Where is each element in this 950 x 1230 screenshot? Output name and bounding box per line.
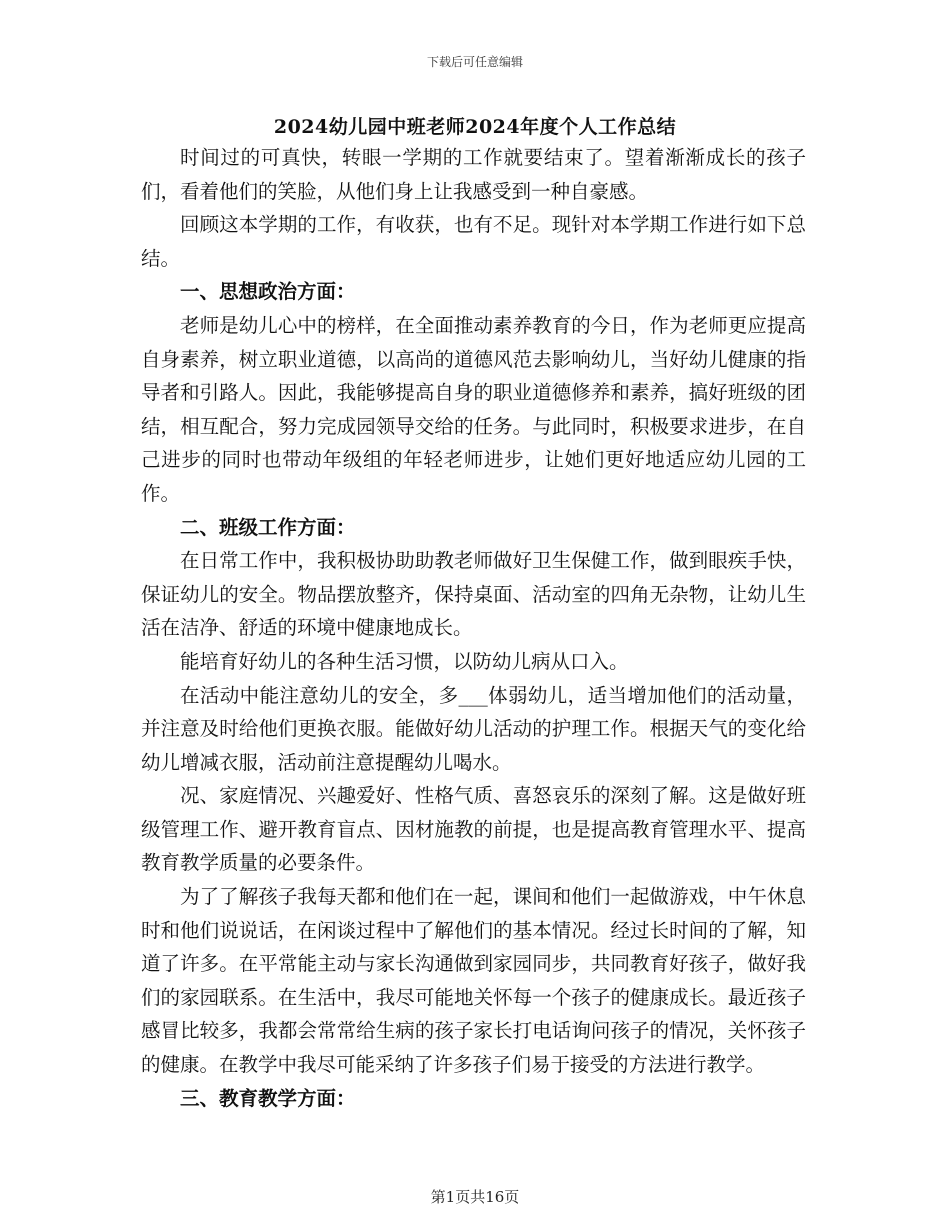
paragraph-section-1: 老师是幼儿心中的榜样，在全面推动素养教育的今日，作为老师更应提高自身素养，树立职业道德，以高尚的道德风范去影响幼儿，当好幼儿健康的指导者和引路人。因此，我能够提高自身的职业道德修养和素养，搞好班级的团结，相互配合，努力完成园领导交给的任务。与此同时，积极要求进步，在自己进步的同时也带动年级组的年轻老师进步，让她们更好地适应幼儿园的工作。 bbox=[141, 313, 806, 505]
paragraph-intro: 时间过的可真快，转眼一学期的工作就要结束了。望着渐渐成长的孩子们，看着他们的笑脸，从他们身上让我感受到一种自豪感。 bbox=[141, 146, 806, 203]
paragraph-habits: 能培育好幼儿的各种生活习惯，以防幼儿病从口入。 bbox=[180, 649, 629, 673]
section-heading-3: 三、教育教学方面： bbox=[180, 1086, 356, 1110]
page-title: 2024幼儿园中班老师2024年度个人工作总结 bbox=[273, 116, 677, 138]
page-footer: 第1页共16页 bbox=[430, 1188, 520, 1206]
header-note: 下载后可任意编辑 bbox=[426, 55, 523, 69]
paragraph-daily-work: 在日常工作中，我积极协助助教老师做好卫生保健工作，做到眼疾手快，保证幼儿的安全。物品摆放整齐，保持桌面、活动室的四角无杂物，让幼儿生活在洁净、舒适的环境中健康地成长。 bbox=[141, 549, 806, 640]
section-heading-1: 一、思想政治方面： bbox=[180, 280, 356, 304]
paragraph-review: 回顾这本学期的工作，有收获，也有不足。现针对本学期工作进行如下总结。 bbox=[141, 213, 806, 270]
section-heading-2: 二、班级工作方面： bbox=[180, 515, 356, 539]
paragraph-understanding: 况、家庭情况、兴趣爱好、性格气质、喜怒哀乐的深刻了解。这是做好班级管理工作、避开教育盲点、因材施教的前提，也是提高教育管理水平、提高教育教学质量的必要条件。 bbox=[141, 784, 806, 875]
document-body bbox=[141, 141, 806, 1115]
paragraph-communication: 为了了解孩子我每天都和他们在一起，课间和他们一起做游戏，中午休息时和他们说说话，在闲谈过程中了解他们的基本情况。经过长时间的了解，知道了许多。在平常能主动与家长沟通做到家园同步，共同教育好孩子，做好我们的家园联系。在生活中，我尽可能地关怀每一个孩子的健康成长。最近孩子感冒比较多，我都会常常给生病的孩子家长打电话询问孩子的情况，关怀孩子的健康。在教学中我尽可能采纳了许多孩子们易于接受的方法进行教学。 bbox=[141, 885, 806, 1077]
paragraph-safety: 在活动中能注意幼儿的安全，多___体弱幼儿，适当增加他们的活动量，并注意及时给他们更换衣服。能做好幼儿活动的护理工作。根据天气的变化给幼儿增减衣服，活动前注意提醒幼儿喝水。 bbox=[141, 683, 806, 774]
